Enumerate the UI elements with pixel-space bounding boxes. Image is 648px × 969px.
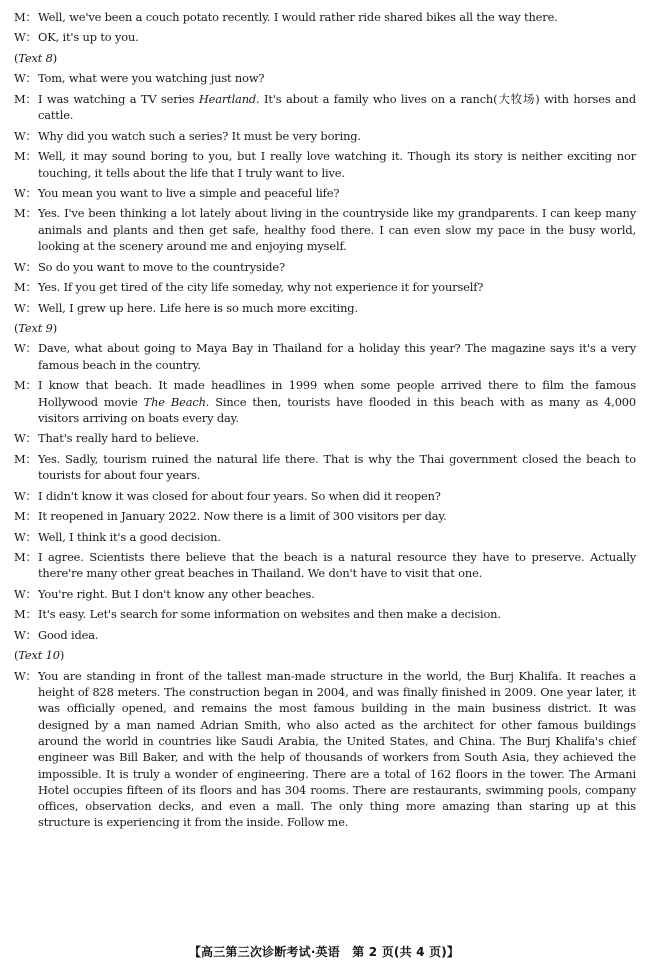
section-header-label: Text 8 (18, 50, 53, 65)
speaker-label: M： (14, 149, 37, 164)
dialogue-text: I agree. Scientists there believe that the beach is a natural resource they have to preserve. Actually there're many other great beaches in Thailand. We don't have to visit that one. (38, 550, 636, 581)
dialogue-text: Dave, what about going to Maya Bay in Thailand for a holiday this year? The magazine says it's a very famous beach in the country. (38, 341, 636, 372)
dialogue-text: Why did you watch such a series? It must be very boring. (38, 128, 361, 143)
speaker-label: W： (14, 30, 37, 45)
dialogue-text: So do you want to move to the countryside? (38, 259, 285, 274)
dialogue-text: OK, it's up to you. (38, 30, 139, 45)
speaker-label: W： (14, 529, 37, 544)
dialogue-line (14, 668, 636, 831)
dialogue-line (14, 586, 636, 602)
dialogue-text: You're right. But I don't know any other beaches. (38, 586, 315, 601)
dialogue-line (14, 205, 636, 254)
dialogue-line (14, 259, 636, 275)
dialogue-text: Well, we've been a couch potato recently. I would rather ride shared bikes all the way there. (38, 10, 558, 24)
dialogue-text: Yes. If you get tired of the city life someday, why not experience it for yourself? (38, 280, 484, 295)
dialogue-text: Well, I grew up here. Life here is so much more exciting. (38, 300, 358, 315)
dialogue-text: Yes. Sadly, tourism ruined the natural life there. That is why the Thai government closed the beach to tourists for about four years. (38, 451, 636, 483)
speaker-label: M： (14, 378, 37, 393)
dialogue-line (14, 91, 636, 124)
dialogue-line (14, 549, 636, 582)
speaker-label: W： (14, 259, 37, 274)
speaker-label: M： (14, 280, 37, 295)
speaker-label: W： (14, 488, 37, 503)
section-header-label: Text 10 (18, 648, 60, 663)
speaker-label: W： (14, 431, 37, 446)
dialogue-text: It reopened in January 2022. Now there is a limit of 300 visitors per day. (38, 509, 447, 524)
speaker-label: M： (14, 91, 37, 106)
dialogue-text: Well, it may sound boring to you, but I really love watching it. Though its story is neither exciting nor touching, it tells about the life that I truly want to live. (38, 149, 636, 180)
dialogue-line (14, 128, 636, 144)
dialogue-line (14, 9, 636, 25)
speaker-label: W： (14, 300, 37, 315)
speaker-label: W： (14, 185, 37, 200)
dialogue-line (14, 627, 636, 643)
speaker-label: M： (14, 509, 37, 524)
dialogue-text: Good idea. (38, 627, 99, 642)
dialogue-line (14, 29, 636, 45)
dialogue-text: You are standing in front of the tallest man-made structure in the world, the Burj Khalifa. It reaches a height of 828 meters. The construction began in 2004, and was finally finished in 2009. One year later, it was officially opened, and remains the most famous building in the main business district. It was designed by a man named Adrian Smith, who also acted as the architect for other famous buildings around the world in countries like Saudi Arabia, the United States, and China. The Burj Khalifa's chief engineer was Bill Baker, and with the help of thousands of workers from South Asia, they achieved the impossible. It is truly a wonder of engineering. There are a total of 162 floors in the tower. The Armani Hotel occupies fifteen of its floors and has 304 rooms. There are restaurants, swimming pools, company offices, observation decks, and even a mall. The only thing more amazing than staring up at this structure is experiencing it from the inside. Follow me. (38, 668, 636, 830)
speaker-label: W： (14, 586, 37, 601)
transcript (14, 9, 636, 835)
speaker-label: M： (14, 206, 37, 221)
page-footer: 【高三第三次诊断考试·英语 第 2 页(共 4 页)】 (188, 945, 460, 959)
dialogue-line (14, 430, 636, 446)
dialogue-line (14, 340, 636, 373)
dialogue-line (14, 529, 636, 545)
dialogue-line (14, 488, 636, 504)
dialogue-text: That's really hard to believe. (38, 431, 200, 446)
dialogue-line (14, 377, 636, 426)
dialogue-line (14, 279, 636, 295)
speaker-label: W： (14, 668, 37, 683)
dialogue-text: Well, I think it's a good decision. (38, 529, 221, 544)
dialogue-line (14, 70, 636, 86)
dialogue-line (14, 148, 636, 181)
speaker-label: M： (14, 550, 37, 565)
dialogue-text: It's easy. Let's search for some information on websites and then make a decision. (38, 607, 501, 622)
dialogue-line (14, 185, 636, 201)
section-header-label: Text 9 (18, 321, 53, 335)
dialogue-text: You mean you want to live a simple and peaceful life? (38, 185, 340, 200)
dialogue-text: I didn't know it was closed for about four years. So when did it reopen? (38, 488, 441, 503)
speaker-label: W： (14, 71, 37, 86)
dialogue-line (14, 508, 636, 524)
dialogue-text: I know that beach. It made headlines in 1999 when some people arrived there to film the famous Hollywood movie The Beach. Since then, tourists have flooded in this beach with as many as 4,000 visitors arriving on boats every day. (38, 378, 636, 425)
speaker-label: M： (14, 10, 37, 24)
dialogue-line (14, 451, 636, 484)
section-header: (Text 9) (14, 321, 58, 335)
dialogue-line (14, 606, 636, 622)
dialogue-text: Yes. I've been thinking a lot lately about living in the countryside like my grandparents. I can keep many animals and plants and then get safe, healthy food there. I can even slow my pace in the busy world, looking at the scenery around me and enjoying myself. (38, 206, 636, 254)
speaker-label: W： (14, 128, 37, 143)
section-header: (Text 8) (14, 50, 58, 65)
speaker-label: M： (14, 607, 37, 622)
dialogue-text: Tom, what were you watching just now? (38, 71, 265, 86)
dialogue-text: I was watching a TV series Heartland. It's about a family who lives on a ranch(大牧场) with horses and cattle. (38, 91, 636, 123)
dialogue-line (14, 300, 636, 316)
section-header: (Text 10) (14, 648, 65, 663)
speaker-label: W： (14, 341, 37, 356)
speaker-label: W： (14, 627, 37, 642)
speaker-label: M： (14, 451, 37, 466)
